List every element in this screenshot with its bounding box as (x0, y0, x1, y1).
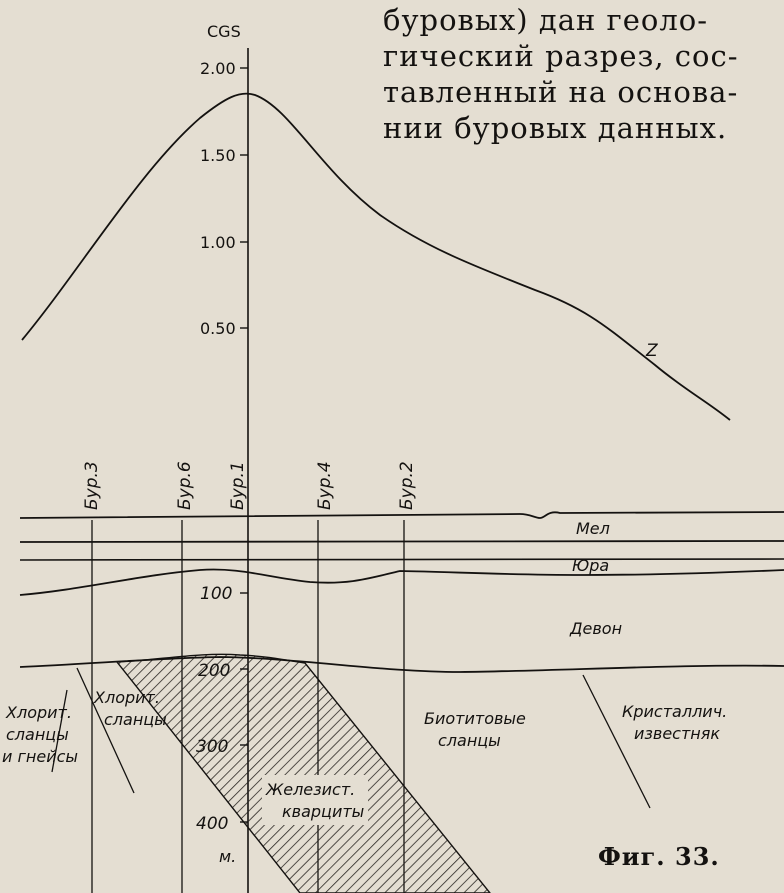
text-line-3: тавленный на основа- (383, 75, 739, 109)
borehole-label-bur2: Бур.2 (397, 461, 417, 510)
ferruginous-quartzite-body (117, 654, 490, 893)
text-line-4: нии буровых данных. (383, 111, 728, 145)
borehole-label-bur3: Бур.3 (82, 461, 102, 510)
borehole-label-bur4: Бур.4 (315, 461, 335, 510)
depth-unit: м. (219, 847, 237, 866)
layer-label-mel: Мел (576, 519, 610, 538)
layer-label-devon: Девон (570, 619, 623, 638)
gravity-tick-label: 1.50 (200, 146, 236, 165)
strata-boundaries (20, 512, 784, 672)
rock-label-line: известняк (634, 724, 721, 743)
mel-top-boundary (20, 512, 784, 518)
figure-caption: Фиг. 33. (598, 842, 720, 871)
gravity-unit: CGS (207, 22, 241, 41)
borehole-label-bur6: Бур.6 (175, 461, 195, 510)
rock-label-line: Железист. (266, 780, 356, 799)
rock-label-line: Хлорит. (6, 703, 72, 722)
mel-bottom-boundary (20, 541, 784, 542)
gravity-curve (22, 94, 730, 420)
depth-tick-label: 300 (196, 737, 229, 757)
rock-label-line: и гнейсы (2, 747, 79, 766)
curve-label: Z (646, 341, 658, 361)
yura-top-boundary (20, 559, 784, 560)
rock-label-chlorite-gneiss (2, 703, 78, 766)
rock-label-line: сланцы (104, 710, 167, 729)
gravity-tick-label: 0.50 (200, 319, 236, 338)
rock-label-line: Хлорит. (94, 688, 160, 707)
layer-label-yura: Юра (572, 556, 610, 575)
rock-label-line: Биотитовые (424, 709, 526, 728)
gravity-tick-label: 2.00 (200, 59, 236, 78)
rock-label-limestone (622, 702, 727, 743)
depth-tick-label: 200 (198, 661, 231, 681)
rock-label-line: сланцы (438, 731, 501, 750)
borehole-label-bur1: Бур.1 (228, 461, 248, 510)
rock-label-line: Кристаллич. (622, 702, 728, 721)
text-line-1: буровых) дан геоло- (383, 3, 709, 37)
depth-tick-label: 100 (200, 584, 233, 604)
rock-label-biotite (424, 709, 526, 750)
rock-label-line: сланцы (6, 725, 69, 744)
contact-line (77, 668, 134, 793)
gravity-tick-label: 1.00 (200, 233, 236, 252)
text-line-2: гический разрез, сос- (383, 39, 739, 73)
yura-bottom-boundary (20, 569, 784, 595)
rock-label-line: кварциты (282, 802, 365, 821)
depth-tick-label: 400 (196, 814, 229, 834)
